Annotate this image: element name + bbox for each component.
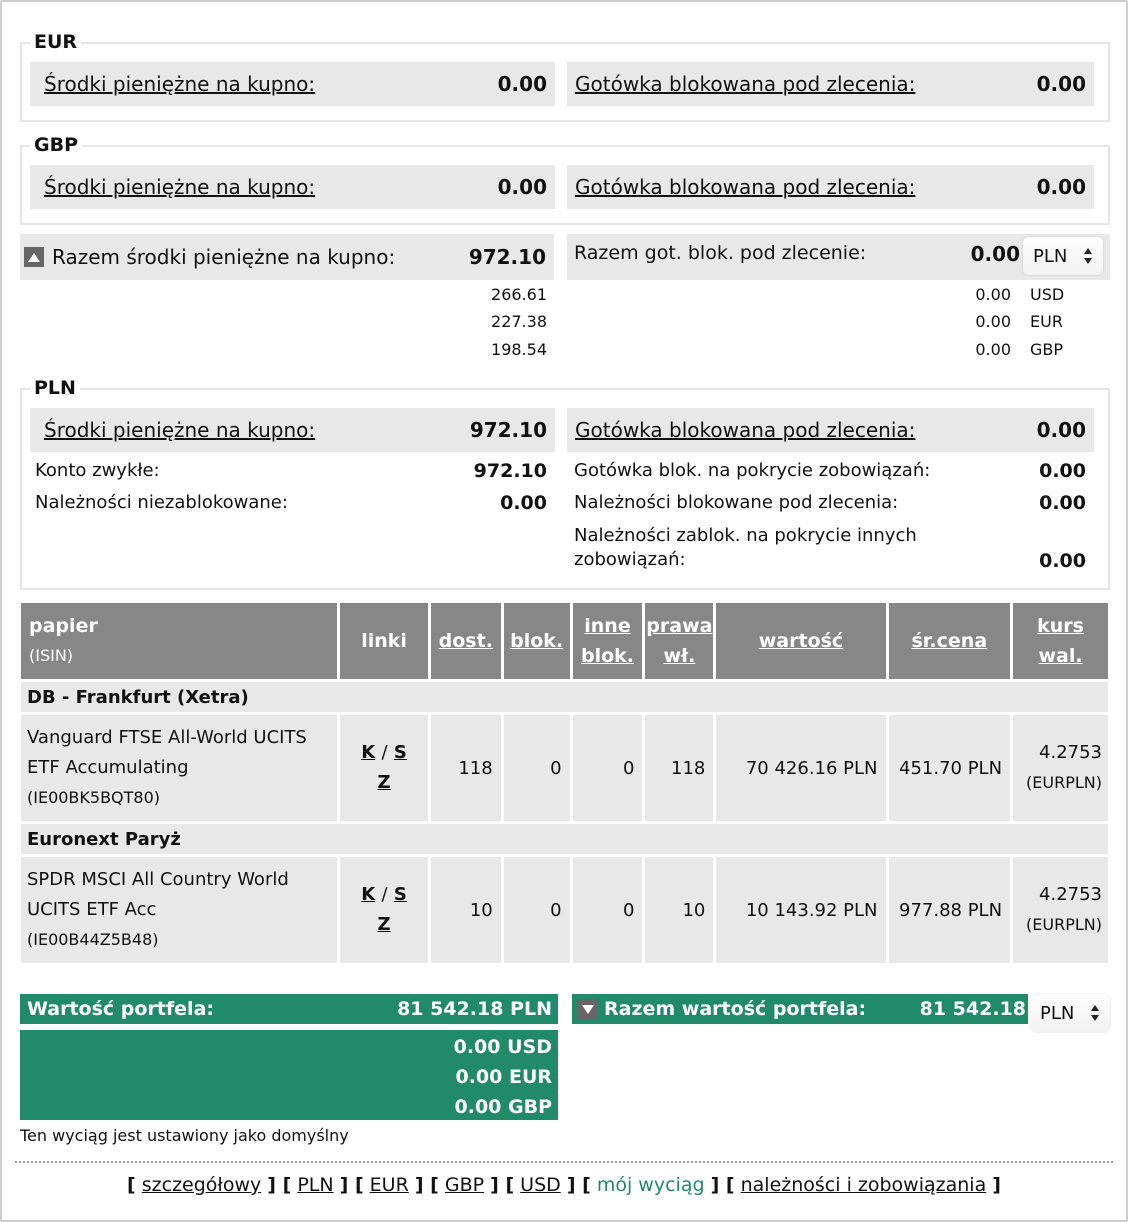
- total-cash-label-wrap: [24, 245, 395, 269]
- gbp-blocked-value: 0.00: [1036, 175, 1086, 199]
- blocked-breakdown-usd-currency: USD: [1030, 285, 1065, 304]
- header-inne-line1: inne: [584, 615, 631, 637]
- kurs-pair: (EURPLN): [1026, 915, 1102, 934]
- sr-cena-cell: 451.70 PLN: [889, 715, 1011, 821]
- gbp-section: [20, 134, 1110, 225]
- link-pln[interactable]: PLN: [297, 1174, 334, 1196]
- inne-blok-cell: 0: [573, 857, 643, 963]
- prawa-cell: 10: [645, 857, 713, 963]
- links-cell: [340, 715, 428, 821]
- header-inne-blok: [573, 603, 643, 679]
- header-papier-label: papier: [29, 615, 98, 637]
- market-group-row: [21, 824, 1108, 854]
- securities-table: [18, 600, 1111, 966]
- total-blocked-value: 0.00: [970, 242, 1020, 266]
- pln-right-row-label: Należności zablok. na pokrycie innych zobowiązań:: [574, 525, 917, 570]
- links-cell: [340, 857, 428, 963]
- blocked-breakdown-usd-value: 0.00: [975, 285, 1011, 304]
- pln-right-row: [574, 524, 1086, 572]
- portfolio-other-currencies: [20, 1030, 558, 1120]
- bracket-pair: ] [: [267, 1174, 292, 1196]
- triangle-down-icon[interactable]: [578, 999, 598, 1019]
- total-blocked-currency-value: PLN: [1033, 245, 1068, 267]
- footer-divider: [15, 1161, 1113, 1163]
- eur-blocked-row: [567, 62, 1094, 106]
- wartosc-cell: 70 426.16 PLN: [716, 715, 885, 821]
- kurs-cell: [1013, 715, 1108, 821]
- triangle-up-icon[interactable]: [24, 247, 44, 267]
- select-arrows-icon: [1083, 246, 1093, 266]
- blocked-breakdown-gbp-currency: GBP: [1030, 340, 1064, 359]
- gbp-blocked-row: [567, 165, 1094, 209]
- table-header-row: [21, 603, 1108, 679]
- portfolio-usd: 0.00 USD: [453, 1036, 552, 1058]
- wartosc-cell: 10 143.92 PLN: [716, 857, 885, 963]
- bracket-pair: ] [: [414, 1174, 439, 1196]
- bracket-pair: ] [: [566, 1174, 591, 1196]
- dost-cell: 10: [431, 857, 501, 963]
- portfolio-gbp: 0.00 GBP: [454, 1096, 552, 1118]
- pln-cash-link[interactable]: Środki pieniężne na kupno:: [44, 418, 316, 442]
- pln-cash-row: [30, 408, 555, 452]
- portfolio-value-label: Wartość portfela:: [27, 998, 214, 1020]
- blocked-breakdown-eur-value: 0.00: [975, 312, 1011, 331]
- pln-left-row-value: 0.00: [500, 492, 547, 514]
- kurs-cell: [1013, 857, 1108, 963]
- portfolio-eur: 0.00 EUR: [455, 1066, 552, 1088]
- kurs-pair: (EURPLN): [1026, 773, 1102, 792]
- eur-cash-row: [30, 62, 555, 106]
- default-statement-note: Ten wyciąg jest ustawiony jako domyślny: [20, 1126, 349, 1145]
- total-portfolio-currency-select[interactable]: [1030, 994, 1110, 1032]
- total-portfolio-label: Razem wartość portfela:: [604, 998, 867, 1020]
- bracket-pair: ] [: [490, 1174, 515, 1196]
- eur-legend: EUR: [30, 30, 81, 54]
- gbp-cash-link[interactable]: Środki pieniężne na kupno:: [44, 175, 316, 199]
- pln-blocked-row: [567, 408, 1094, 452]
- gbp-cash-value: 0.00: [497, 175, 547, 199]
- eur-blocked-link[interactable]: Gotówka blokowana pod zlecenia:: [575, 72, 916, 96]
- blok-cell: 0: [504, 857, 570, 963]
- buy-link[interactable]: K: [361, 884, 376, 905]
- header-wartosc: [716, 603, 885, 679]
- security-isin: (IE00BK5BQT80): [27, 788, 161, 807]
- pln-right-row-label: Należności blokowane pod zlecenia:: [574, 492, 899, 513]
- link-gbp[interactable]: GBP: [444, 1174, 485, 1196]
- header-papier: [21, 603, 337, 679]
- sell-link[interactable]: S: [393, 742, 407, 763]
- header-prawa: [645, 603, 713, 679]
- bracket-open: [: [127, 1174, 136, 1196]
- portfolio-value-header: [20, 994, 558, 1024]
- security-name-cell: [21, 857, 337, 963]
- eur-cash-link[interactable]: Środki pieniężne na kupno:: [44, 72, 316, 96]
- link-separator: /: [381, 884, 388, 905]
- header-kurs-line2: wal.: [1038, 645, 1083, 667]
- security-name: SPDR MSCI All Country World UCITS ETF Acc: [27, 869, 289, 920]
- header-kurs: [1013, 603, 1108, 679]
- blocked-breakdown-gbp-value: 0.00: [975, 340, 1011, 359]
- orders-link[interactable]: Z: [377, 914, 391, 935]
- bracket-close: ]: [992, 1174, 1001, 1196]
- header-inne-line2: blok.: [580, 645, 634, 667]
- market-name: DB - Frankfurt (Xetra): [21, 682, 1108, 712]
- sell-link[interactable]: S: [393, 884, 407, 905]
- sort-blok-link[interactable]: blok.: [510, 630, 564, 652]
- total-portfolio-currency-value: PLN: [1040, 1002, 1075, 1024]
- header-sr-cena: [889, 603, 1011, 679]
- table-row: [21, 857, 1108, 963]
- pln-left-row-label: Konto zwykłe:: [35, 460, 160, 481]
- portfolio-value-amount: 81 542.18 PLN: [397, 998, 552, 1020]
- pln-cash-value: 972.10: [469, 418, 547, 442]
- dost-cell: 118: [431, 715, 501, 821]
- buy-link[interactable]: K: [361, 742, 376, 763]
- orders-link[interactable]: Z: [377, 772, 391, 793]
- kurs-value: 4.2753: [1039, 742, 1102, 763]
- gbp-legend: GBP: [30, 133, 82, 157]
- cash-breakdown-usd: 266.61: [491, 285, 547, 304]
- security-name-cell: [21, 715, 337, 821]
- sort-sr-cena-link[interactable]: śr.cena: [911, 630, 988, 652]
- select-arrows-icon: [1090, 1003, 1100, 1023]
- market-group-row: [21, 682, 1108, 712]
- inne-blok-cell: 0: [573, 715, 643, 821]
- bracket-pair: ] [: [339, 1174, 364, 1196]
- link-eur[interactable]: EUR: [369, 1174, 409, 1196]
- pln-legend: PLN: [30, 376, 80, 400]
- total-portfolio-amount: 81 542.18: [919, 998, 1026, 1020]
- pln-left-row: [35, 460, 547, 482]
- pln-blocked-link[interactable]: Gotówka blokowana pod zlecenia:: [575, 418, 916, 442]
- total-portfolio-value-row: [572, 994, 1028, 1024]
- blok-cell: 0: [504, 715, 570, 821]
- sort-prawa-link[interactable]: [646, 615, 712, 667]
- sort-dost-link[interactable]: dost.: [438, 630, 493, 652]
- pln-section: [20, 377, 1110, 590]
- header-isin-label: (ISIN): [29, 646, 74, 665]
- pln-right-row-label: Gotówka blok. na pokrycie zobowiązań:: [574, 460, 931, 481]
- sort-wartosc-link[interactable]: wartość: [758, 630, 844, 652]
- kurs-value: 4.2753: [1039, 884, 1102, 905]
- table-row: [21, 715, 1108, 821]
- pln-left-row: [35, 492, 547, 514]
- pln-right-row-value: 0.00: [1039, 550, 1086, 572]
- bracket-pair: ] [: [710, 1174, 735, 1196]
- sort-kurs-link[interactable]: [1037, 615, 1084, 667]
- total-blocked-label: Razem got. blok. pod zlecenie:: [574, 242, 867, 264]
- gbp-blocked-link[interactable]: Gotówka blokowana pod zlecenia:: [575, 175, 916, 199]
- link-usd[interactable]: USD: [520, 1174, 561, 1196]
- sort-inne-blok-link[interactable]: [581, 615, 634, 667]
- total-portfolio-label-wrap: [578, 998, 866, 1020]
- header-prawa-line1: prawa: [646, 615, 713, 637]
- link-szczegolowy[interactable]: szczegółowy: [141, 1174, 262, 1196]
- link-moj-wyciag[interactable]: mój wyciąg: [596, 1174, 705, 1196]
- pln-left-row-label: Należności niezablokowane:: [35, 492, 288, 513]
- total-blocked-currency-select[interactable]: [1023, 237, 1103, 275]
- link-separator: /: [381, 742, 388, 763]
- link-naleznosci[interactable]: należności i zobowiązania: [740, 1174, 987, 1196]
- security-isin: (IE00B44Z5B48): [27, 930, 159, 949]
- market-name: Euronext Paryż: [21, 824, 1108, 854]
- header-prawa-line2: wł.: [663, 645, 696, 667]
- sr-cena-cell: 977.88 PLN: [889, 857, 1011, 963]
- pln-blocked-value: 0.00: [1036, 418, 1086, 442]
- pln-right-row: [574, 492, 1086, 514]
- eur-cash-value: 0.00: [497, 72, 547, 96]
- total-cash-value: 972.10: [468, 245, 546, 269]
- gbp-cash-row: [30, 165, 555, 209]
- security-name: Vanguard FTSE All-World UCITS ETF Accumulating: [27, 727, 307, 778]
- eur-section: [20, 31, 1110, 122]
- header-dost: [431, 603, 501, 679]
- prawa-cell: 118: [645, 715, 713, 821]
- cash-breakdown-gbp: 198.54: [491, 340, 547, 359]
- header-kurs-line1: kurs: [1037, 615, 1084, 637]
- pln-right-row: [574, 460, 1086, 482]
- total-cash-row: [20, 234, 554, 280]
- eur-blocked-value: 0.00: [1036, 72, 1086, 96]
- pln-right-row-value: 0.00: [1039, 492, 1086, 514]
- header-linki: linki: [340, 603, 428, 679]
- pln-left-row-value: 972.10: [473, 460, 547, 482]
- blocked-breakdown-eur-currency: EUR: [1030, 312, 1063, 331]
- header-blok: [504, 603, 570, 679]
- total-cash-label: Razem środki pieniężne na kupno:: [52, 245, 396, 269]
- pln-right-row-value: 0.00: [1039, 460, 1086, 482]
- footer-nav: [0, 1174, 1128, 1196]
- cash-breakdown-eur: 227.38: [491, 312, 547, 331]
